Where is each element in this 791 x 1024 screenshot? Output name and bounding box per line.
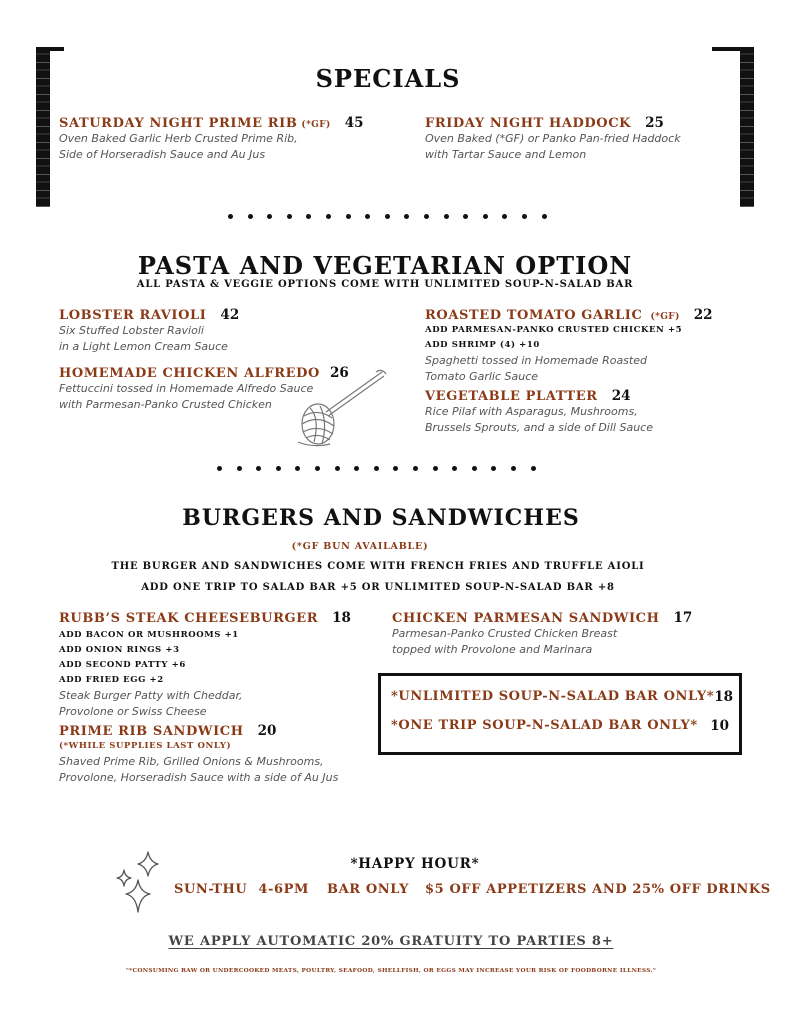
addon-shrimp: ADD SHRIMP (4) +10 (425, 340, 540, 350)
gf-tag: (*GF) (650, 312, 680, 322)
item-price: 24 (611, 388, 631, 404)
item-desc-2: with Tartar Sauce and Lemon (425, 148, 587, 161)
item-steak-cheeseburger (59, 610, 351, 720)
happy-hour-line (174, 882, 771, 897)
item-desc-1: Shaved Prime Rib, Grilled Onions & Mushrooms, (59, 755, 324, 768)
burgers-line-2: ADD ONE TRIP TO SALAD BAR +5 OR UNLIMITED SOUP-N-SALAD BAR +8 (141, 582, 615, 593)
addon-second-patty: ADD SECOND PATTY +6 (59, 660, 186, 670)
item-desc-1: Parmesan-Panko Crusted Chicken Breast (392, 627, 618, 640)
left-grunge-tip (36, 47, 64, 51)
item-name: FRIDAY NIGHT HADDOCK (425, 116, 632, 131)
salad-price: 10 (710, 718, 729, 734)
item-price: 26 (329, 365, 349, 381)
item-name: ROASTED TOMATO GARLIC (425, 308, 643, 323)
item-name: CHICKEN PARMESAN SANDWICH (392, 611, 660, 626)
item-price: 25 (645, 115, 664, 131)
gf-tag: (*GF) (301, 120, 331, 130)
item-name: VEGETABLE PLATTER (425, 389, 598, 404)
item-desc-1: Fettuccini tossed in Homemade Alfredo Sauce (59, 382, 314, 395)
item-vegetable-platter (425, 388, 653, 436)
addon-chicken: ADD PARMESAN-PANKO CRUSTED CHICKEN +5 (425, 325, 683, 335)
salad-price: 18 (714, 689, 733, 705)
item-desc-1: Oven Baked Garlic Herb Crusted Prime Rib, (59, 132, 298, 145)
supplies-note: (*WHILE SUPPLIES LAST ONLY) (59, 741, 232, 751)
item-desc-2: Side of Horseradish Sauce and Au Jus (59, 148, 266, 161)
item-desc-2: with Parmesan-Panko Crusted Chicken (59, 398, 272, 411)
item-chicken-parmesan-sandwich (392, 610, 692, 658)
burgers-line-1: THE BURGER AND SANDWICHES COME WITH FRENCH FRIES AND TRUFFLE AIOLI (111, 561, 645, 572)
special-prime-rib (59, 115, 364, 163)
salad-label: *UNLIMITED SOUP-N-SALAD BAR ONLY* (391, 689, 715, 704)
item-price: 20 (257, 723, 277, 739)
gratuity-notice: WE APPLY AUTOMATIC 20% GRATUITY TO PARTIES 8+ (168, 934, 614, 949)
happy-hour-deal: $5 OFF APPETIZERS AND 25% OFF DRINKS (425, 882, 771, 897)
item-name: SATURDAY NIGHT PRIME RIB (59, 116, 298, 131)
specials-title: SPECIALS (315, 64, 461, 93)
item-desc-2: topped with Provolone and Marinara (392, 643, 593, 656)
addon-onion-rings: ADD ONION RINGS +3 (59, 645, 180, 655)
item-name: LOBSTER RAVIOLI (59, 308, 207, 323)
item-desc-1: Oven Baked (*GF) or Panko Pan-fried Haddock (425, 132, 681, 145)
pasta-subtitle: ALL PASTA & VEGGIE OPTIONS COME WITH UNLIMITED SOUP-N-SALAD BAR (136, 279, 634, 290)
item-price: 22 (693, 307, 713, 323)
item-desc-2: Provolone, Horseradish Sauce with a side of Au Jus (59, 771, 339, 784)
salad-row-unlimited (391, 689, 733, 705)
burgers-title: BURGERS AND SANDWICHES (182, 505, 580, 531)
item-name: RUBB’S STEAK CHEESEBURGER (59, 611, 319, 626)
item-prime-rib-sandwich (59, 723, 338, 786)
happy-hour-time: 4-6PM (258, 882, 310, 897)
happy-hour-days: SUN-THU (174, 882, 248, 897)
gf-bun-note: (*GF BUN AVAILABLE) (291, 541, 429, 552)
item-desc-2: in a Light Lemon Cream Sauce (59, 340, 228, 353)
happy-hour-title: *HAPPY HOUR* (350, 856, 480, 872)
dot-divider-1 (228, 214, 561, 219)
item-name: PRIME RIB SANDWICH (59, 724, 244, 739)
dot-divider-2 (217, 466, 550, 471)
item-desc-1: Steak Burger Patty with Cheddar, (59, 689, 243, 702)
right-grunge-tip (712, 47, 754, 51)
item-desc-2: Brussels Sprouts, and a side of Dill Sauce (425, 421, 653, 434)
item-price: 17 (673, 610, 693, 626)
happy-hour-where: BAR ONLY (327, 882, 410, 897)
item-price: 42 (220, 307, 240, 323)
item-price: 18 (332, 610, 351, 626)
fork-pasta-icon (290, 366, 390, 450)
item-lobster-ravioli (59, 307, 239, 355)
item-desc-2: Tomato Garlic Sauce (425, 370, 539, 383)
addon-bacon: ADD BACON OR MUSHROOMS +1 (59, 630, 239, 640)
addon-fried-egg: ADD FRIED EGG +2 (59, 675, 164, 685)
item-desc-2: Provolone or Swiss Cheese (59, 705, 207, 718)
item-name: HOMEMADE CHICKEN ALFREDO (59, 366, 320, 381)
salad-label: *ONE TRIP SOUP-N-SALAD BAR ONLY* (391, 718, 698, 733)
item-desc-1: Spaghetti tossed in Homemade Roasted (425, 354, 647, 367)
foodborne-disclaimer: "*CONSUMING RAW OR UNDERCOOKED MEATS, POULTRY, SEAFOOD, SHELLFISH, OR EGGS MAY INCREASE YOUR RISK OF FOODBORNE ILLNESS." (125, 968, 657, 974)
item-roasted-tomato-garlic (425, 307, 713, 385)
salad-row-one-trip (391, 718, 729, 734)
salad-bar-box (378, 673, 742, 755)
pasta-title: PASTA AND VEGETARIAN OPTION (137, 251, 633, 280)
item-price: 45 (344, 115, 364, 131)
special-haddock (425, 115, 681, 163)
item-desc-1: Rice Pilaf with Asparagus, Mushrooms, (425, 405, 638, 418)
sparkle-icon (112, 850, 164, 918)
item-desc-1: Six Stuffed Lobster Ravioli (59, 324, 204, 337)
